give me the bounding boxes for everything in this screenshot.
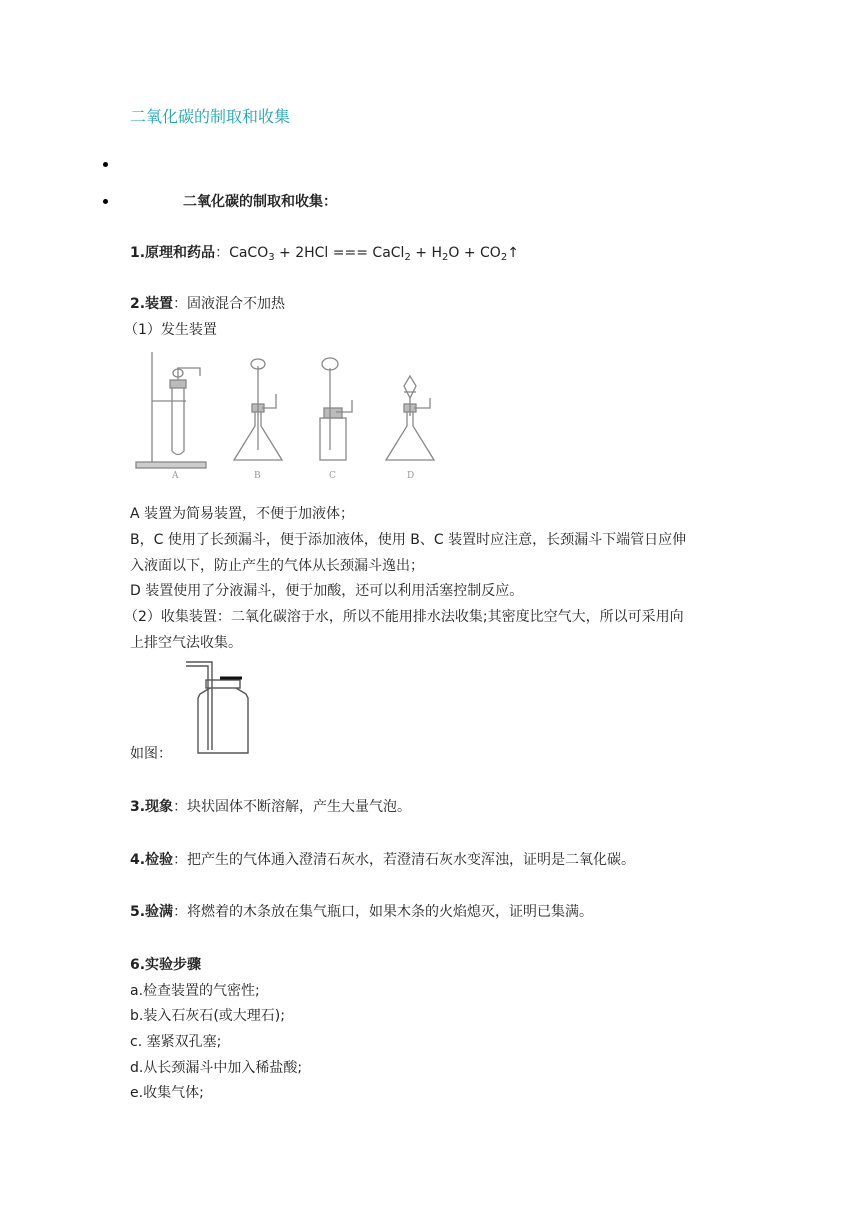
step-d: d.从长颈漏斗中加入稀盐酸; [130,1060,303,1076]
apparatus-label: 2.装置 [130,296,174,312]
figure-label-a: A [172,471,179,478]
page-title: 二氧化碳的制取和收集 [130,107,291,126]
collect-1: （2）收集装置：二氧化碳溶于水，所以不能用排水法收集;其密度比空气大，所以可采用向 [124,609,684,625]
step-e: e.收集气体; [130,1085,204,1101]
full-line: 5.验满：将燃着的木条放在集气瓶口，如果木条的火焰熄灭，证明已集满。 [130,904,594,920]
section-heading: 二氧化碳的制取和收集： [183,194,337,210]
principle-line: 1.原理和药品：CaCO$_3$ + 2HCl === CaCl$_2$ + $H_2O$ + $CO_2↑$ [130,245,519,263]
step-b: b.装入石灰石(或大理石); [130,1008,285,1024]
collect-2: 上排空气法收集。 [130,635,242,651]
steps-label: 6.实验步骤 [130,957,202,973]
desc-bc-1: B，C 使用了长颈漏斗，便于添加液体，使用 B、C 装置时应注意，长颈漏斗下端管日应伸 [130,532,687,548]
desc-a: A 装置为简易装置，不便于加液体； [130,506,355,522]
apparatus-line: 2.装置：固液混合不加热 [130,296,286,312]
equation: CaCO$_3$ + 2HCl === CaCl$_2$ + $H_2O$ + $CO_2↑$ [229,245,519,263]
desc-d: D 装置使用了分液漏斗，便于加酸，还可以利用活塞控制反应。 [130,583,524,599]
test-line: 4.检验：把产生的气体通入澄清石灰水，若澄清石灰水变浑浊，证明是二氧化碳。 [130,852,636,868]
phenomenon-line: 3.现象：块状固体不断溶解，产生大量气泡。 [130,799,412,815]
figure-label-c: C [329,471,336,478]
figure-label-b: B [254,471,261,478]
generation-apparatus-figure [130,346,442,478]
bullet-empty [103,162,108,167]
bullet [103,199,108,204]
generation-label: （1）发生装置 [124,322,217,338]
principle-label: 1.原理和药品 [130,245,216,261]
figure-caption: 如图： [130,746,172,762]
figure-label-d: D [407,471,415,478]
desc-bc-2: 入液面以下，防止产生的气体从长颈漏斗逸出； [130,558,424,574]
step-a: a.检查装置的气密性; [130,983,260,999]
collection-bottle-figure [180,658,250,758]
step-c: c. 塞紧双孔塞; [130,1034,222,1050]
